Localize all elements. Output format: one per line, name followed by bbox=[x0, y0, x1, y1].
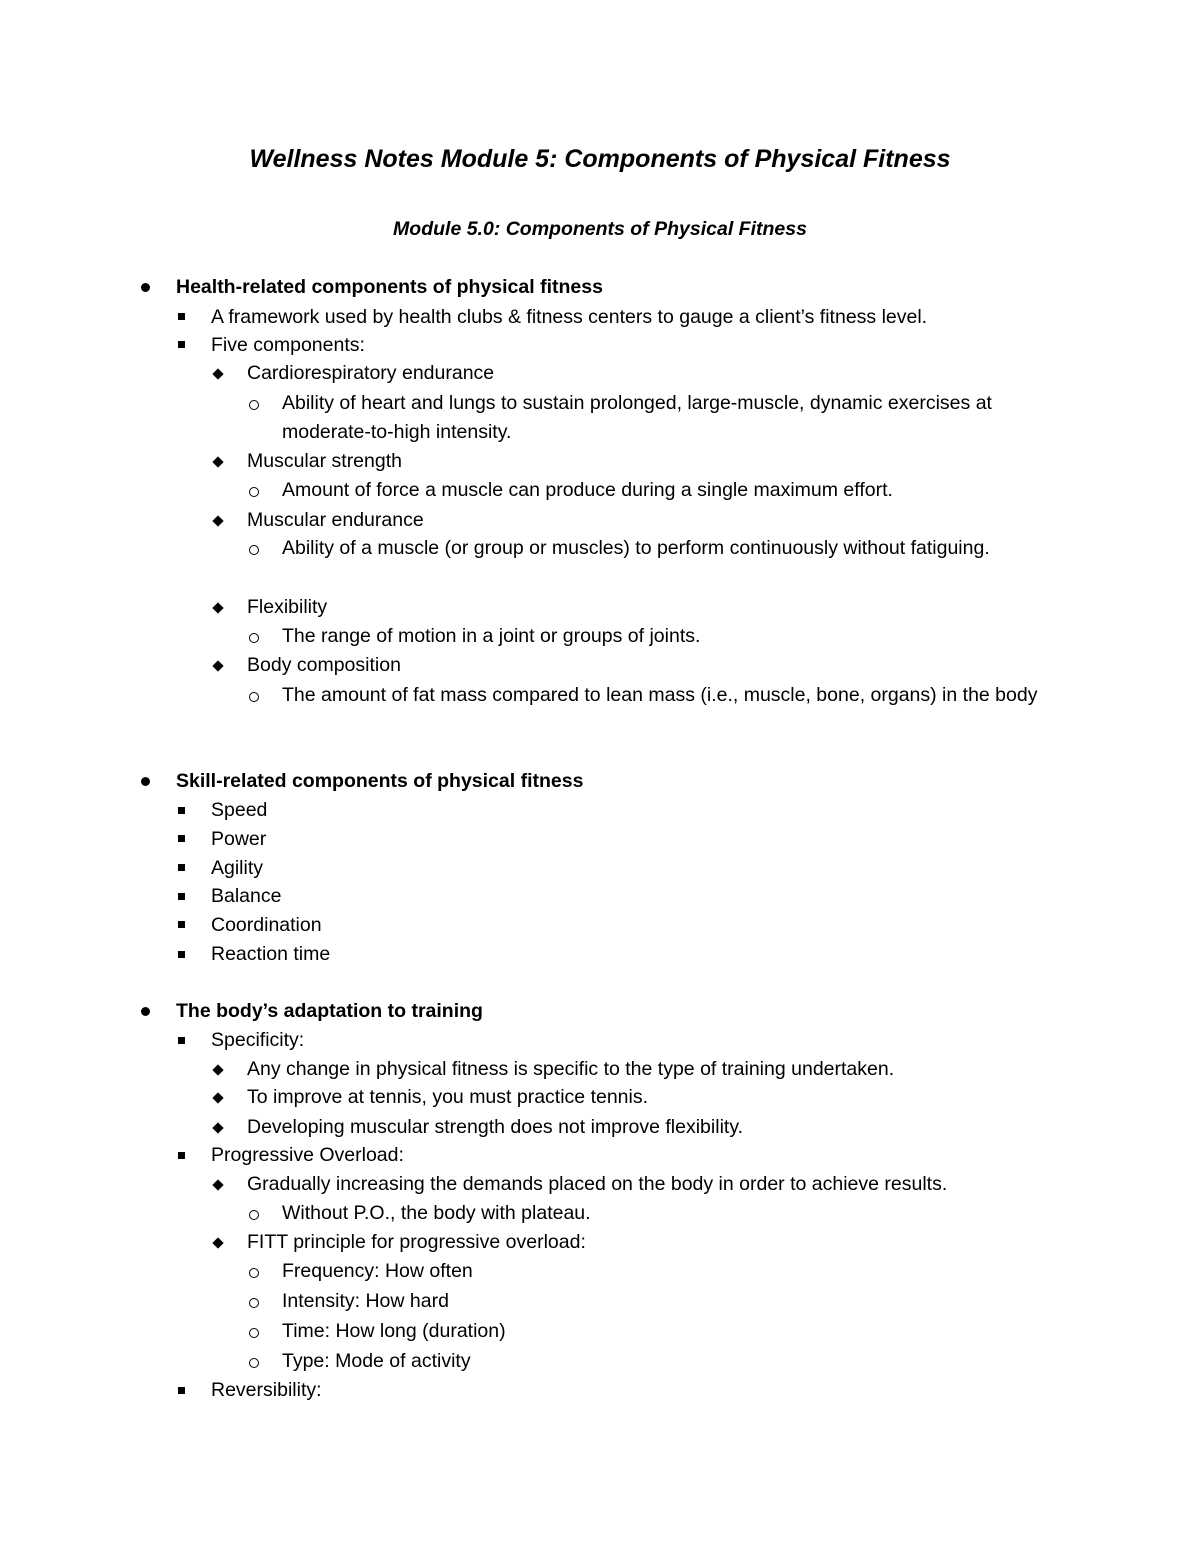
section-heading-health: Health-related components of physical fitness bbox=[176, 276, 603, 298]
list-item: Progressive Overload: bbox=[211, 1144, 404, 1166]
square-bullet-icon bbox=[178, 951, 185, 958]
list-item: Ability of a muscle (or group or muscles) to perform continuously without fatiguing. bbox=[282, 537, 990, 559]
document-subtitle: Module 5.0: Components of Physical Fitness bbox=[393, 218, 807, 240]
list-item: Frequency: How often bbox=[282, 1260, 473, 1282]
list-item: Gradually increasing the demands placed on the body in order to achieve results. bbox=[247, 1173, 948, 1195]
list-item: Reaction time bbox=[211, 943, 331, 965]
list-item: Balance bbox=[211, 885, 282, 907]
list-item: Power bbox=[211, 828, 267, 850]
square-bullet-icon bbox=[178, 1152, 185, 1159]
list-item: A framework used by health clubs & fitness centers to gauge a client’s fitness level. bbox=[211, 306, 928, 328]
circle-bullet-icon bbox=[249, 1358, 259, 1368]
list-item: Five components: bbox=[211, 334, 365, 356]
circle-bullet-icon bbox=[249, 1210, 259, 1220]
list-item: FITT principle for progressive overload: bbox=[247, 1231, 586, 1253]
square-bullet-icon bbox=[178, 313, 185, 320]
square-bullet-icon bbox=[178, 1037, 185, 1044]
diamond-bullet-icon bbox=[212, 660, 223, 671]
square-bullet-icon bbox=[178, 835, 185, 842]
round-bullet-icon bbox=[141, 1007, 150, 1016]
list-item: Speed bbox=[211, 799, 268, 821]
circle-bullet-icon bbox=[249, 1268, 259, 1278]
list-item: Coordination bbox=[211, 914, 322, 936]
diamond-bullet-icon bbox=[212, 1064, 223, 1075]
square-bullet-icon bbox=[178, 864, 185, 871]
document-title: Wellness Notes Module 5: Components of Physical Fitness bbox=[249, 145, 951, 173]
diamond-bullet-icon bbox=[212, 1179, 223, 1190]
list-item: Muscular endurance bbox=[247, 509, 424, 531]
list-item: Flexibility bbox=[247, 596, 328, 618]
square-bullet-icon bbox=[178, 807, 185, 814]
list-item: Muscular strength bbox=[247, 450, 402, 472]
list-item: Reversibility: bbox=[211, 1379, 322, 1401]
diamond-bullet-icon bbox=[212, 515, 223, 526]
list-item: Ability of heart and lungs to sustain prolonged, large-muscle, dynamic exercises at moderate-to-high intensity. bbox=[282, 392, 992, 444]
circle-bullet-icon bbox=[249, 692, 259, 702]
list-item: Cardiorespiratory endurance bbox=[247, 362, 495, 384]
list-item: Type: Mode of activity bbox=[282, 1350, 471, 1372]
square-bullet-icon bbox=[178, 921, 185, 928]
list-item: Amount of force a muscle can produce during a single maximum effort. bbox=[282, 479, 893, 501]
diamond-bullet-icon bbox=[212, 1237, 223, 1248]
list-item: Body composition bbox=[247, 654, 401, 676]
diamond-bullet-icon bbox=[212, 1122, 223, 1133]
diamond-bullet-icon bbox=[212, 1092, 223, 1103]
list-item: Agility bbox=[211, 857, 264, 879]
circle-bullet-icon bbox=[249, 1298, 259, 1308]
round-bullet-icon bbox=[141, 777, 150, 786]
list-item: The range of motion in a joint or groups of joints. bbox=[282, 625, 701, 647]
section-heading-adaptation: The body’s adaptation to training bbox=[176, 1000, 483, 1022]
list-item: Time: How long (duration) bbox=[282, 1320, 506, 1342]
diamond-bullet-icon bbox=[212, 602, 223, 613]
circle-bullet-icon bbox=[249, 633, 259, 643]
diamond-bullet-icon bbox=[212, 368, 223, 379]
section-heading-skill: Skill-related components of physical fitness bbox=[176, 770, 584, 792]
square-bullet-icon bbox=[178, 1387, 185, 1394]
list-item: The amount of fat mass compared to lean mass (i.e., muscle, bone, organs) in the body bbox=[282, 684, 1038, 706]
circle-bullet-icon bbox=[249, 1328, 259, 1338]
circle-bullet-icon bbox=[249, 487, 259, 497]
list-item: Specificity: bbox=[211, 1029, 305, 1051]
circle-bullet-icon bbox=[249, 545, 259, 555]
list-item: Intensity: How hard bbox=[282, 1290, 449, 1312]
list-item: Any change in physical fitness is specific to the type of training undertaken. bbox=[247, 1058, 895, 1080]
diamond-bullet-icon bbox=[212, 456, 223, 467]
circle-bullet-icon bbox=[249, 400, 259, 410]
round-bullet-icon bbox=[141, 283, 150, 292]
square-bullet-icon bbox=[178, 341, 185, 348]
list-item: To improve at tennis, you must practice tennis. bbox=[247, 1086, 649, 1108]
list-item: Developing muscular strength does not improve flexibility. bbox=[247, 1116, 744, 1138]
square-bullet-icon bbox=[178, 893, 185, 900]
list-item: Without P.O., the body with plateau. bbox=[282, 1202, 591, 1224]
